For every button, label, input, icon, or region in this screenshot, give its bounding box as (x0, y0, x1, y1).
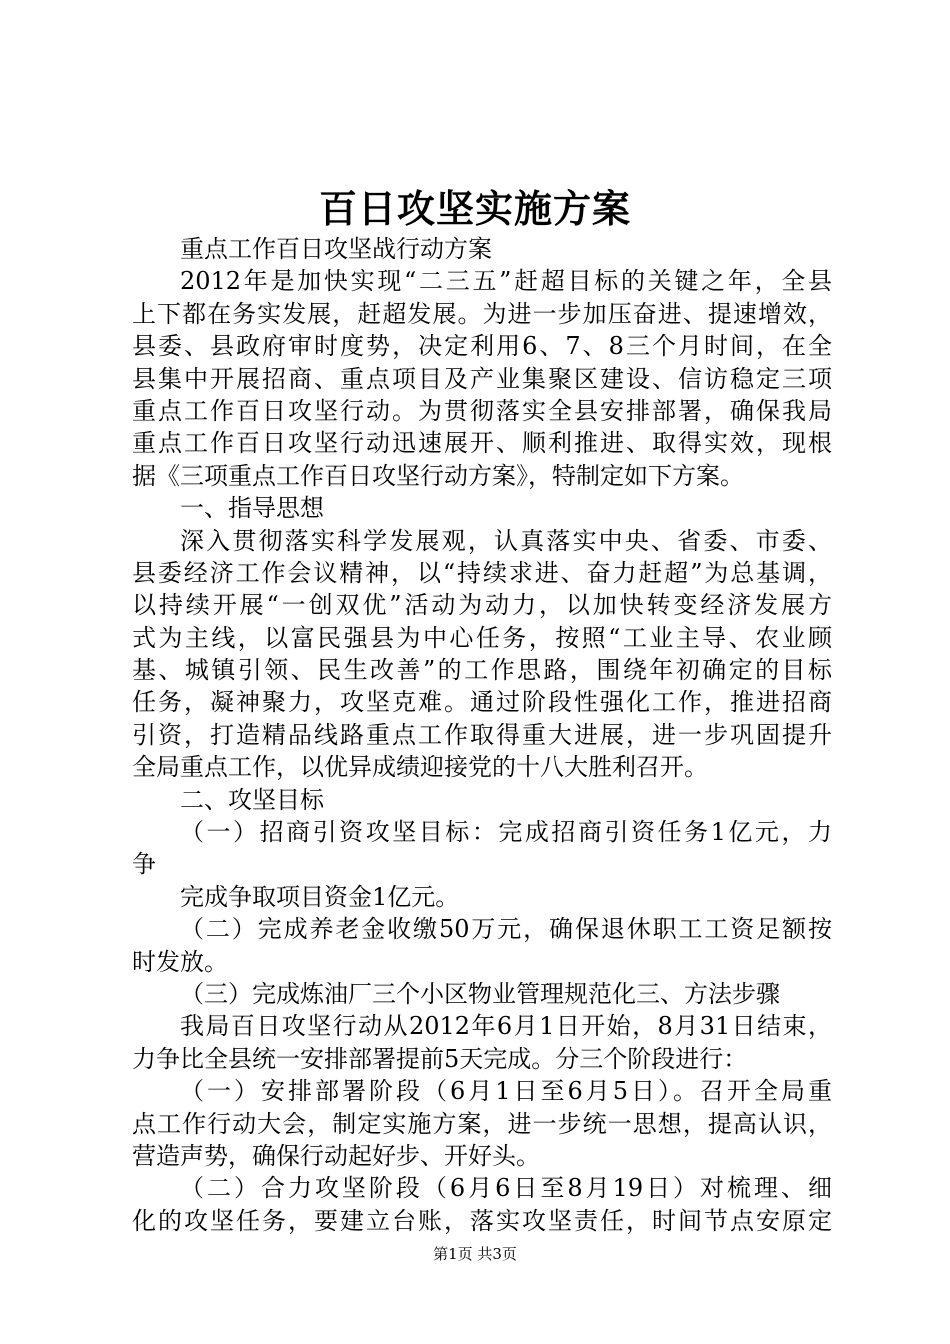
text-line: 我局百日攻坚行动从2012年6月1日开始，8月31日结束， (180, 1012, 832, 1041)
text-line: 式为主线，以富民强县为中心任务，按照“工业主导、农业顾 (132, 623, 832, 652)
text-line: （二）合力攻坚阶段（6月6日至8月19日）对梳理、细 (180, 1174, 832, 1203)
text-line: 力争比全县统一安排部署提前5天完成。分三个阶段进行： (132, 1044, 748, 1073)
text-line: 重点工作百日攻坚行动。为贯彻落实全县安排部署，确保我局 (132, 396, 832, 425)
text-line: 县委经济工作会议精神，以“持续求进、奋力赶超”为总基调， (132, 558, 832, 587)
text-line: 全局重点工作，以优异成绩迎接党的十八大胜利召开。 (132, 753, 708, 782)
text-line: 一、指导思想 (180, 494, 324, 523)
text-line: 上下都在务实发展，赶超发展。为进一步加压奋进、提速增效， (132, 299, 832, 328)
text-line: 2012年是加快实现“二三五”赶超目标的关键之年，全县 (180, 267, 832, 296)
text-line: （三）完成炼油厂三个小区物业管理规范化三、方法步骤 (180, 979, 780, 1008)
text-line: （一）招商引资攻坚目标：完成招商引资任务1亿元，力 (180, 818, 832, 847)
text-line: 完成争取项目资金1亿元。 (180, 882, 460, 911)
text-line: 县委、县政府审时度势，决定利用6、7、8三个月时间，在全 (132, 332, 832, 361)
text-line: 二、攻坚目标 (180, 785, 324, 814)
text-line: 化的攻坚任务，要建立台账，落实攻坚责任，时间节点安原定 (132, 1206, 832, 1235)
text-line: 县集中开展招商、重点项目及产业集聚区建设、信访稳定三项 (132, 364, 832, 393)
text-line: 时发放。 (132, 947, 228, 976)
text-line: 据《三项重点工作百日攻坚行动方案》，特制定如下方案。 (132, 461, 744, 490)
page-footer: 第1页 共3页 (433, 1245, 517, 1263)
text-line: 以持续开展“一创双优”活动为动力，以加快转变经济发展方 (132, 591, 832, 620)
text-line: 重点工作百日攻坚行动迅速展开、顺利推进、取得实效，现根 (132, 429, 832, 458)
text-line: 引资，打造精品线路重点工作取得重大进展，进一步巩固提升 (132, 720, 832, 749)
text-line: 争 (132, 850, 156, 879)
text-line: （一）安排部署阶段（6月1日至6月5日）。召开全局重 (180, 1077, 832, 1106)
text-line: 基、城镇引领、民生改善”的工作思路，围绕年初确定的目标 (132, 656, 832, 685)
text-line: 点工作行动大会，制定实施方案，进一步统一思想，提高认识， (132, 1109, 832, 1138)
text-line: 重点工作百日攻坚战行动方案 (180, 235, 492, 263)
text-line: （二）完成养老金收缴50万元，确保退休职工工资足额按 (180, 915, 832, 944)
text-line: 深入贯彻落实科学发展观，认真落实中央、省委、市委、 (180, 526, 832, 555)
document-body (132, 233, 832, 1237)
text-line: 任务，凝神聚力，攻坚克难。通过阶段性强化工作，推进招商 (132, 688, 832, 717)
text-line: 营造声势，确保行动起好步、开好头。 (132, 1141, 540, 1170)
document-title: 百日攻坚实施方案 (318, 186, 631, 231)
